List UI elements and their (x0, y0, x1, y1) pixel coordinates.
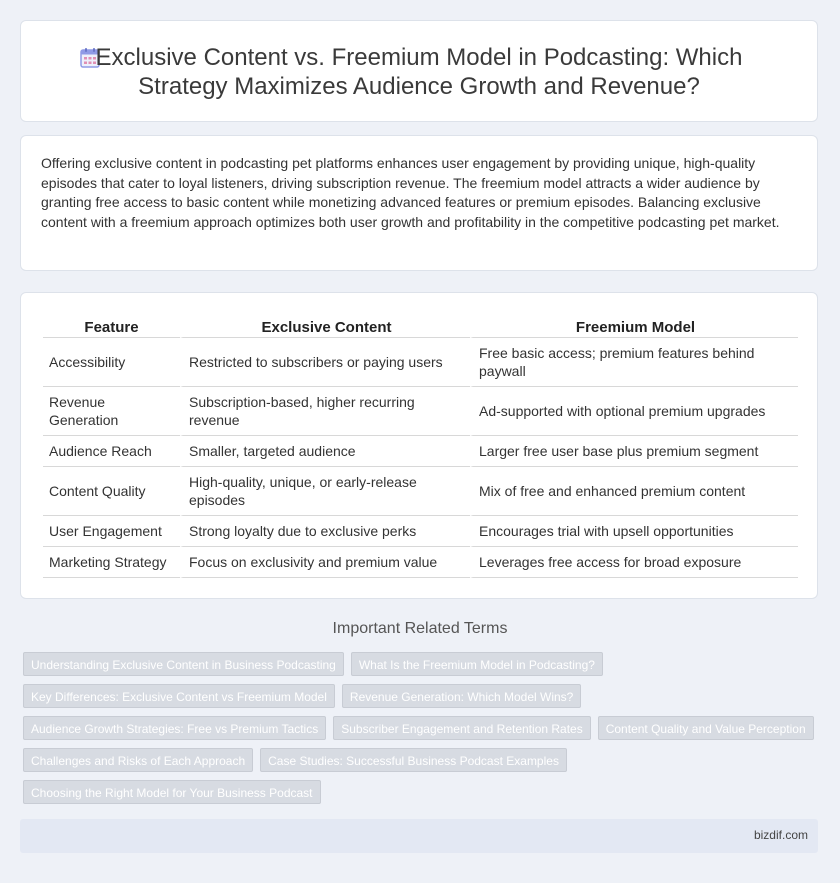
comparison-table (43, 315, 798, 578)
exclusive-cell: High-quality, unique, or early-release episodes (180, 467, 470, 516)
column-header-exclusive: Exclusive Content (180, 315, 470, 338)
table-header-row (43, 315, 798, 338)
related-term-link[interactable]: What Is the Freemium Model in Podcasting? (351, 652, 603, 676)
freemium-cell: Encourages trial with upsell opportunities (470, 516, 798, 547)
column-header-feature: Feature (43, 315, 180, 338)
table-row (43, 338, 798, 387)
freemium-cell: Ad-supported with optional premium upgrades (470, 387, 798, 436)
exclusive-cell: Smaller, targeted audience (180, 436, 470, 467)
table-row (43, 547, 798, 578)
freemium-cell: Free basic access; premium features behind paywall (470, 338, 798, 387)
table-row (43, 467, 798, 516)
related-term-link[interactable]: Subscriber Engagement and Retention Rates (333, 716, 590, 740)
title-card (20, 20, 818, 122)
feature-cell: Content Quality (43, 467, 180, 516)
table-row (43, 516, 798, 547)
feature-cell: Audience Reach (43, 436, 180, 467)
page-title-line-1: Exclusive Content vs. Freemium Model in Podcasting: Which (95, 44, 743, 71)
intro-paragraph: Offering exclusive content in podcasting pet platforms enhances user engagement by providing unique, high-quality episodes that cater to loyal listeners, driving subscription revenue. The freemium model attracts a wider audience by granting free access to basic content while monetizing advanced features or premium episodes. Balancing exclusive content with a freemium approach optimizes both user growth and profitability in the competitive podcasting pet market. (41, 155, 780, 230)
freemium-cell: Larger free user base plus premium segment (470, 436, 798, 467)
related-term-link[interactable]: Audience Growth Strategies: Free vs Premium Tactics (23, 716, 326, 740)
page-title-line-2: Strategy Maximizes Audience Growth and Revenue? (138, 73, 700, 100)
feature-cell: Revenue Generation (43, 387, 180, 436)
exclusive-cell: Restricted to subscribers or paying users (180, 338, 470, 387)
related-term-link[interactable]: Case Studies: Successful Business Podcast Examples (260, 748, 567, 772)
tag-row (23, 684, 823, 716)
freemium-cell: Mix of free and enhanced premium content (470, 467, 798, 516)
related-term-link[interactable]: Revenue Generation: Which Model Wins? (342, 684, 581, 708)
intro-card (20, 135, 818, 271)
footer-bar (20, 819, 818, 853)
related-term-link[interactable]: Understanding Exclusive Content in Business Podcasting (23, 652, 344, 676)
page-title (21, 43, 817, 101)
related-term-link[interactable]: Choosing the Right Model for Your Business Podcast (23, 780, 321, 804)
feature-cell: Marketing Strategy (43, 547, 180, 578)
tag-row (23, 748, 823, 780)
exclusive-cell: Focus on exclusivity and premium value (180, 547, 470, 578)
tag-row (23, 716, 823, 748)
related-terms-title: Important Related Terms (332, 620, 508, 637)
related-term-link[interactable]: Key Differences: Exclusive Content vs Freemium Model (23, 684, 335, 708)
related-term-link[interactable]: Content Quality and Value Perception (598, 716, 814, 740)
feature-cell: User Engagement (43, 516, 180, 547)
table-row (43, 387, 798, 436)
tag-row (23, 780, 823, 812)
table-row (43, 436, 798, 467)
feature-cell: Accessibility (43, 338, 180, 387)
exclusive-cell: Subscription-based, higher recurring revenue (180, 387, 470, 436)
related-term-link[interactable]: Challenges and Risks of Each Approach (23, 748, 253, 772)
related-terms-list (23, 652, 823, 812)
tag-row (23, 652, 823, 684)
freemium-cell: Leverages free access for broad exposure (470, 547, 798, 578)
exclusive-cell: Strong loyalty due to exclusive perks (180, 516, 470, 547)
footer-brand: bizdif.com (753, 828, 808, 842)
column-header-freemium: Freemium Model (470, 315, 798, 338)
comparison-table-card (20, 292, 818, 599)
